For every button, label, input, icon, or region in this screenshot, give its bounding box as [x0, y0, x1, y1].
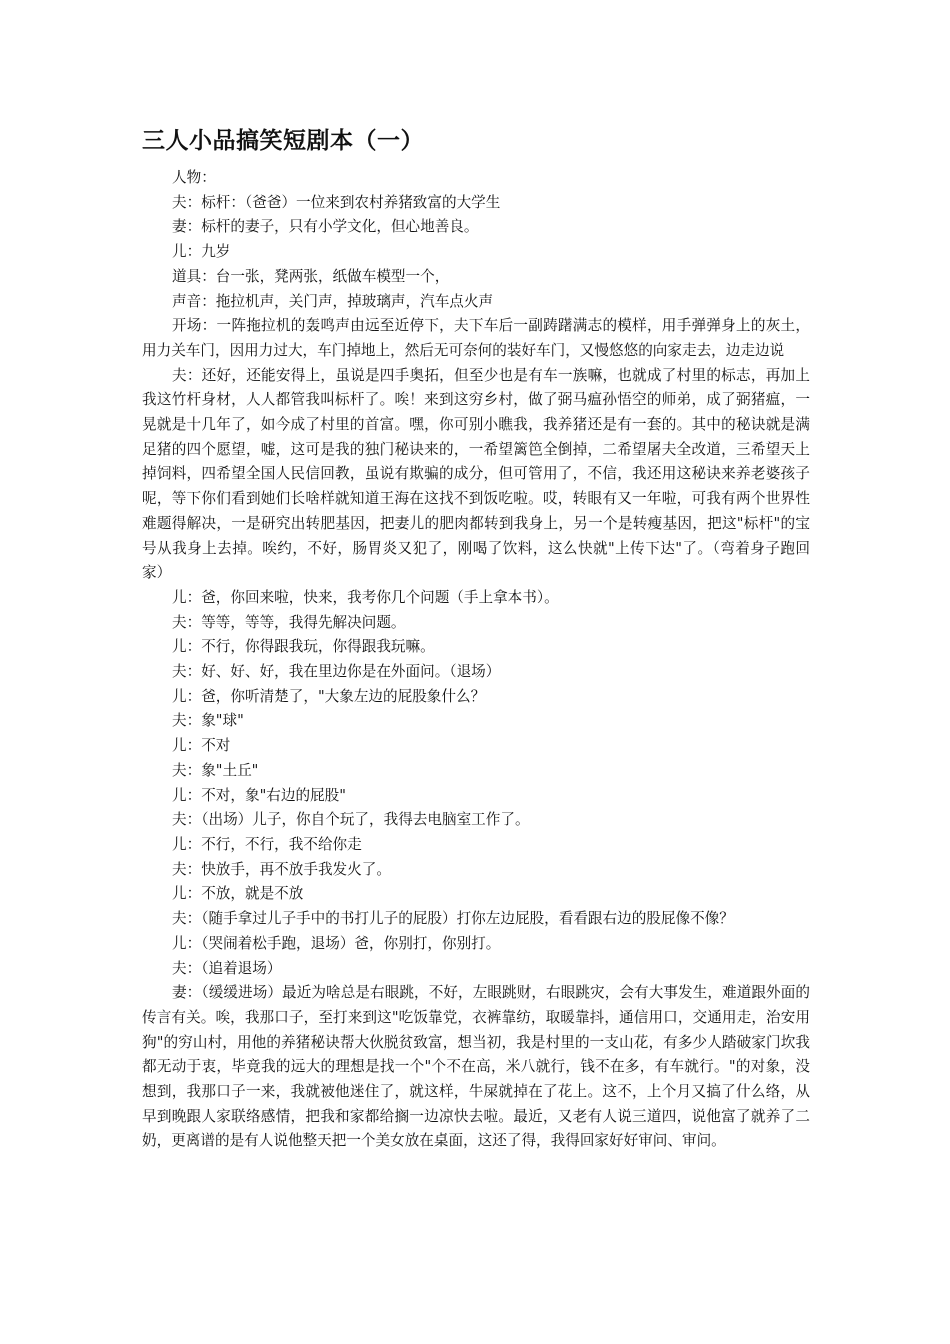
dialogue-line: 儿：爸，你听清楚了，"大象左边的屁股象什么？ [172, 687, 486, 705]
wife-monologue: 妻：（缓缓进场）最近为啥总是右眼跳，不好，左眼跳财，右眼跳灾，会有大事发生，难道跟外面的传言有关。唉，我那口子，至打来到这"吃饭靠党，衣裤靠纺，取暖靠抖，通信用口，交通用走，治安用狗"的穷山村，用他的养猪秘诀帮大伙脱贫致富，想当初，我是村里的一支山花，有多少人踏破家门坎我都无动于衷，毕竟我的远大的理想是找一个"个不在高，米八就行，钱不在多，有车就行。"的对象，没想到，我那口子一来，我就被他迷住了，就这样，牛屎就掉在了花上。这不，上个月又搞了什么络，从早到晚跟人家联络感情，把我和家都给搁一边凉快去啦。最近，又老有人说三道四，说他富了就养了二奶，更离谱的是有人说他整天把一个美女放在桌面，这还了得，我得回家好好审问、审问。 [142, 984, 810, 1150]
dialogue-line: 夫：好、好、好，我在里边你是在外面问。（退场） [172, 663, 501, 681]
opening-scene: 开场：一阵拖拉机的轰鸣声由远至近停下，夫下车后一副踌躇满志的模样，用手弹弹身上的灰土，用力关车门，因用力过大，车门掉地上，然后无可奈何的装好车门，又慢悠悠的向家走去，边走边说 [142, 317, 810, 359]
props-line: 道具：台一张，凳两张，纸做车模型一个， [172, 267, 450, 285]
sound-line: 声音：拖拉机声，关门声，掉玻璃声，汽车点火声 [172, 292, 494, 310]
dialogue-line: 夫：快放手，再不放手我发火了。 [172, 860, 391, 878]
document-page [142, 124, 810, 1154]
dialogue-line: 儿：爸，你回来啦，快来，我考你几个问题（手上拿本书）。 [172, 588, 559, 606]
dialogue-line: 夫：（随手拿过儿子手中的书打儿子的屁股）打你左边屁股，看看跟右边的股屁像不像？ [172, 910, 734, 928]
dialogue-line: 儿：不对 [172, 737, 231, 755]
dialogue-line: 儿：（哭闹着松手跑，退场）爸，你别打，你别打。 [172, 934, 501, 952]
cast-heading: 人物： [172, 169, 216, 186]
cast-husband: 夫：标杆：（爸爸）一位来到农村养猪致富的大学生 [172, 193, 501, 211]
dialogue-line: 夫：（出场）儿子，你自个玩了，我得去电脑室工作了。 [172, 811, 530, 829]
cast-wife: 妻：标杆的妻子，只有小学文化，但心地善良。 [172, 218, 479, 236]
dialogue-line: 儿：不行，不行，我不给你走 [172, 835, 362, 853]
dialogue-line: 夫：象"土丘" [172, 761, 259, 779]
dialogue-line: 夫：（追着退场） [172, 959, 282, 977]
cast-son: 儿：九岁 [172, 243, 231, 261]
dialogue-line: 夫：象"球" [172, 712, 244, 730]
dialogue-line: 儿：不行，你得跟我玩，你得跟我玩嘛。 [172, 638, 435, 656]
document-title: 三人小品搞笑短剧本（一） [142, 128, 424, 154]
dialogue-line: 儿：不对，象"右边的屁股" [172, 786, 346, 804]
dialogue-line: 儿：不放，就是不放 [172, 885, 304, 903]
dialogue-line: 夫：等等，等等，我得先解决问题。 [172, 613, 406, 631]
husband-monologue: 夫：还好，还能安得上，虽说是四手奥拓，但至少也是有车一族嘛，也就成了村里的标志，再加上我这竹杆身材，人人都管我叫标杆了。唉！来到这穷乡村，做了弼马瘟孙悟空的师弟，成了弼猪瘟，一晃就是十几年了，如今成了村里的首富。嘿，你可别小瞧我，我养猪还是有一套的。其中的秘诀就是满足猪的四个愿望，嘘，这可是我的独门秘诀来的，一希望篱笆全倒掉，二希望屠夫全改道，三希望天上掉饲料，四希望全国人民信回教，虽说有欺骗的成分，但可管用了，不信，我还用这秘诀来养老婆孩子呢，等下你们看到她们长啥样就知道王海在这找不到饭吃啦。哎，转眼有又一年啦，可我有两个世界性难题得解决，一是研究出转肥基因，把妻儿的肥肉都转到我身上，另一个是转瘦基因，把这"标杆"的宝号从我身上去掉。唉约，不好，肠胃炎又犯了，刚喝了饮料，这么快就"上传下达"了。（弯着身子跑回家） [142, 366, 810, 582]
